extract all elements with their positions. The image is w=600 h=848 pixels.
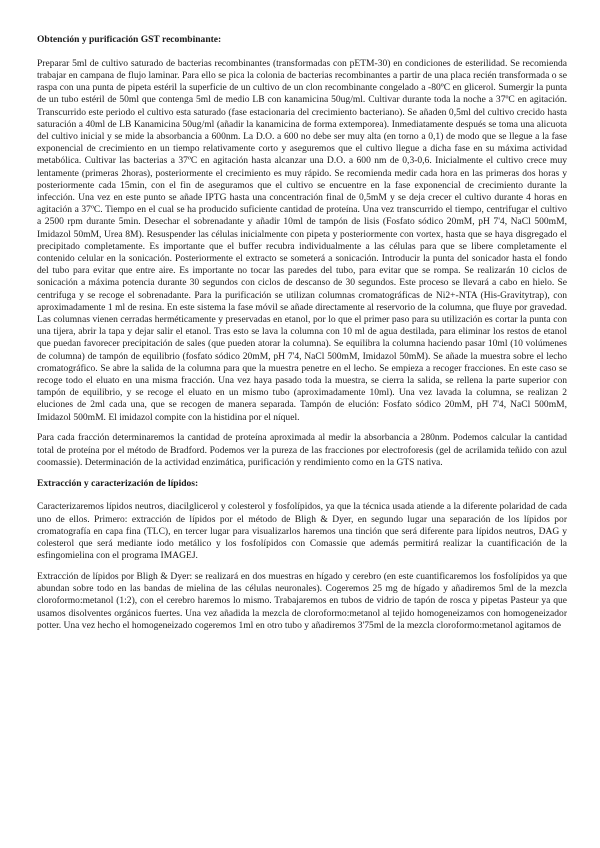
- paragraph-gst-fractions: Para cada fracción determinaremos la cantidad de proteína aproximada al medir la absorbancia a 280nm. Podemos calcular la cantidad total de proteína por el método de Bradford. Podemos ver la pureza de las fracciones por electroforesis (gel de acrilamida teñido con azul coomassie). Determinación de la actividad enzimática, purificación y rendimiento como en la GTS nativa.: [37, 432, 567, 468]
- paragraph-gst-protocol: Preparar 5ml de cultivo saturado de bacterias recombinantes (transformadas con pETM-30) en condiciones de esterilidad. Se recomienda trabajar en campana de flujo laminar. Para ello se pica la colonia de bacterias recombinantes a partir de una placa recién transformada o se raspa con una punta de pipeta estéril la superficie de un cultivo de un clon recombinante congelado a -80ºC en glicerol. Sumergir la punta de un tubo estéril de 50ml que contenga 5ml de medio LB con kanamicina 50ug/ml. Cultivar durante toda la noche a 37ºC en agitación. Transcurrido este periodo el cultivo esta saturado (fase estacionaria del crecimiento bacteriano). Se añaden 0,5ml del cultivo crecido hasta saturación a 40ml de LB Kanamicina 50ug/ml (añadir la kanamicina de forma extemporea). Inmediatamente después se toma una alicuota del cultivo inicial y se mide la absorbancia a 600nm. La D.O. a 600 no debe ser muy alta (en torno a 0,1) de modo que se llegue a la fase exponencial de crecimiento en un tiempo relativamente corto y aseguremos que el cultivo llegue a dicha fase en su máxima actividad metabólica. Cultivar las bacterias a 37ºC en agitación hasta alcanzar una D.O. a 600 nm de 0,3-0,6. Inicialmente el cultivo crece muy lentamente (primeras 2horas), posteriormente el crecimiento es muy rápido. Se recomienda medir cada hora en las primeras dos horas y posteriormente cada 15min, con el fin de aseguramos que el cultivo se encuentre en la fase exponencial de crecimiento durante la infección. Una vez en este punto se añade IPTG hasta una concentración final de 0,5mM y se deja crecer el cultivo durante 4 horas en agitación a 37ºC. Tiempo en el cual se ha producido suficiente cantidad de proteína. Una vez transcurrido el tiempo, centrifugar el cultivo a 2500 rpm durante 5min. Desechar el sobrenadante y añadir 10ml de tampón de lisis (Fosfato sódico 20mM, pH 7'4, NaCl 500mM, Imidazol 50mM, Urea 8M). Resuspender las células inicialmente con pipeta y posteriormente con vortex, hasta que se haya disgregado el precipitado completamente. Es importante que el buffer recubra individualmente a las células para que se libere completamente el contenido celular en la sonicación. Posteriormente el extracto se someterá a sonicación. Introducir la punta del sonicador hasta el fondo del tubo para evitar que entre aire. Es importante no tocar las paredes del tubo, para evitar que se rompa. Se realizarán 10 ciclos de sonicación a máxima potencia durante 30 segundos con ciclos de descanso de 30 segundos. Este proceso se llevará a cabo en hielo. Se centrifuga y se recoge el sobrenadante. Para la purificación se utilizan columnas cromatográficas de Ni2+-NTA (His-Gravitytrap), con aproximadamente 1 ml de resina. En este sistema la fase móvil se añade directamente al reservorio de la columna, que fluye por gravedad. Las columnas vienen cerradas herméticamente y preservadas en etanol, por lo que el primer paso para su utilización es cortar la punta con una tijera, abrir la tapa y dejar salir el etanol. Tras esto se lava la columna con 10 ml de agua destilada, para eliminar los restos de etanol que puedan favorecer precipitación de sales (que pueden atorar la columna). Se equilibra la columna haciendo pasar 10ml (10 volúmenes de columna) de tampón de equilibrio (fosfato sódico 20mM, pH 7'4, NaCl 500mM, Imidazol 50mM). Se añade la muestra sobre el lecho cromatográfico. Se abre la salida de la columna para que la muestra penetre en el lecho. Se empieza a recoger fracciones. En este caso se recoge todo el eluato en una misma fracción. Una vez haya pasado toda la muestra, se cierra la salida, se rellena la parte superior con tampón de equilibrio, y se recoge el eluato en un mismo tubo (aproximadamente 10ml). Una vez lavada la columna, se realizan 2 eluciones de 2ml cada una, que se recogen de manera separada. Tampón de elución: Fosfato sódico 20mM, pH 7'4, NaCl 500mM, Imidazol 500mM. El imidazol compite con la histidina por el níquel.: [37, 57, 567, 423]
- document-page: [37, 34, 567, 641]
- paragraph-bligh-dyer: Extracción de lípidos por Bligh & Dyer: se realizará en dos muestras en hígado y cerebro (en este cuantificaremos los fosfolípidos ya que abundan sobre todo en las bandas de mielina de las células neuronales). Cogeremos 25 mg de hígado y añadiremos 5ml de la mezcla cloroformo:metanol (1:2), con el cerebro haremos lo mismo. Trabajaremos en tubos de vidrio de tapón de rosca y pipetas Pasteur ya que usamos disolventes orgánicos fuertes. Una vez añadida la mezcla de cloroformo:metanol al tejido homogeneizamos con homogeneizador potter. Una vez hecho el homogeneizado cogeremos 1ml en otro tubo y añadiremos 3'75ml de la mezcla cloroformo:metanol agitamos de: [37, 570, 567, 631]
- paragraph-lipids-intro: Caracterizaremos lípidos neutros, diacilglicerol y colesterol y fosfolípidos, ya que la técnica usada atiende a la diferente polaridad de cada uno de ellos. Primero: extracción de lípidos por el método de Bligh & Dyer, en segundo lugar una separación de los lípidos por cromatografía en capa fina (TLC), en tercer lugar para visualizarlos haremos una tinción que será diferente para lípidos neutros, DAG y colesterol que será mediante iodo metálico y los fosfolípidos con Comassie que además permitirá realizar la cuantificación de la esfingomielina con el programa IMAGEJ.: [37, 501, 567, 562]
- section-heading-gst: Obtención y purificación GST recombinante:: [37, 34, 222, 45]
- section-heading-lipids: Extracción y caracterización de lípidos:: [37, 477, 199, 489]
